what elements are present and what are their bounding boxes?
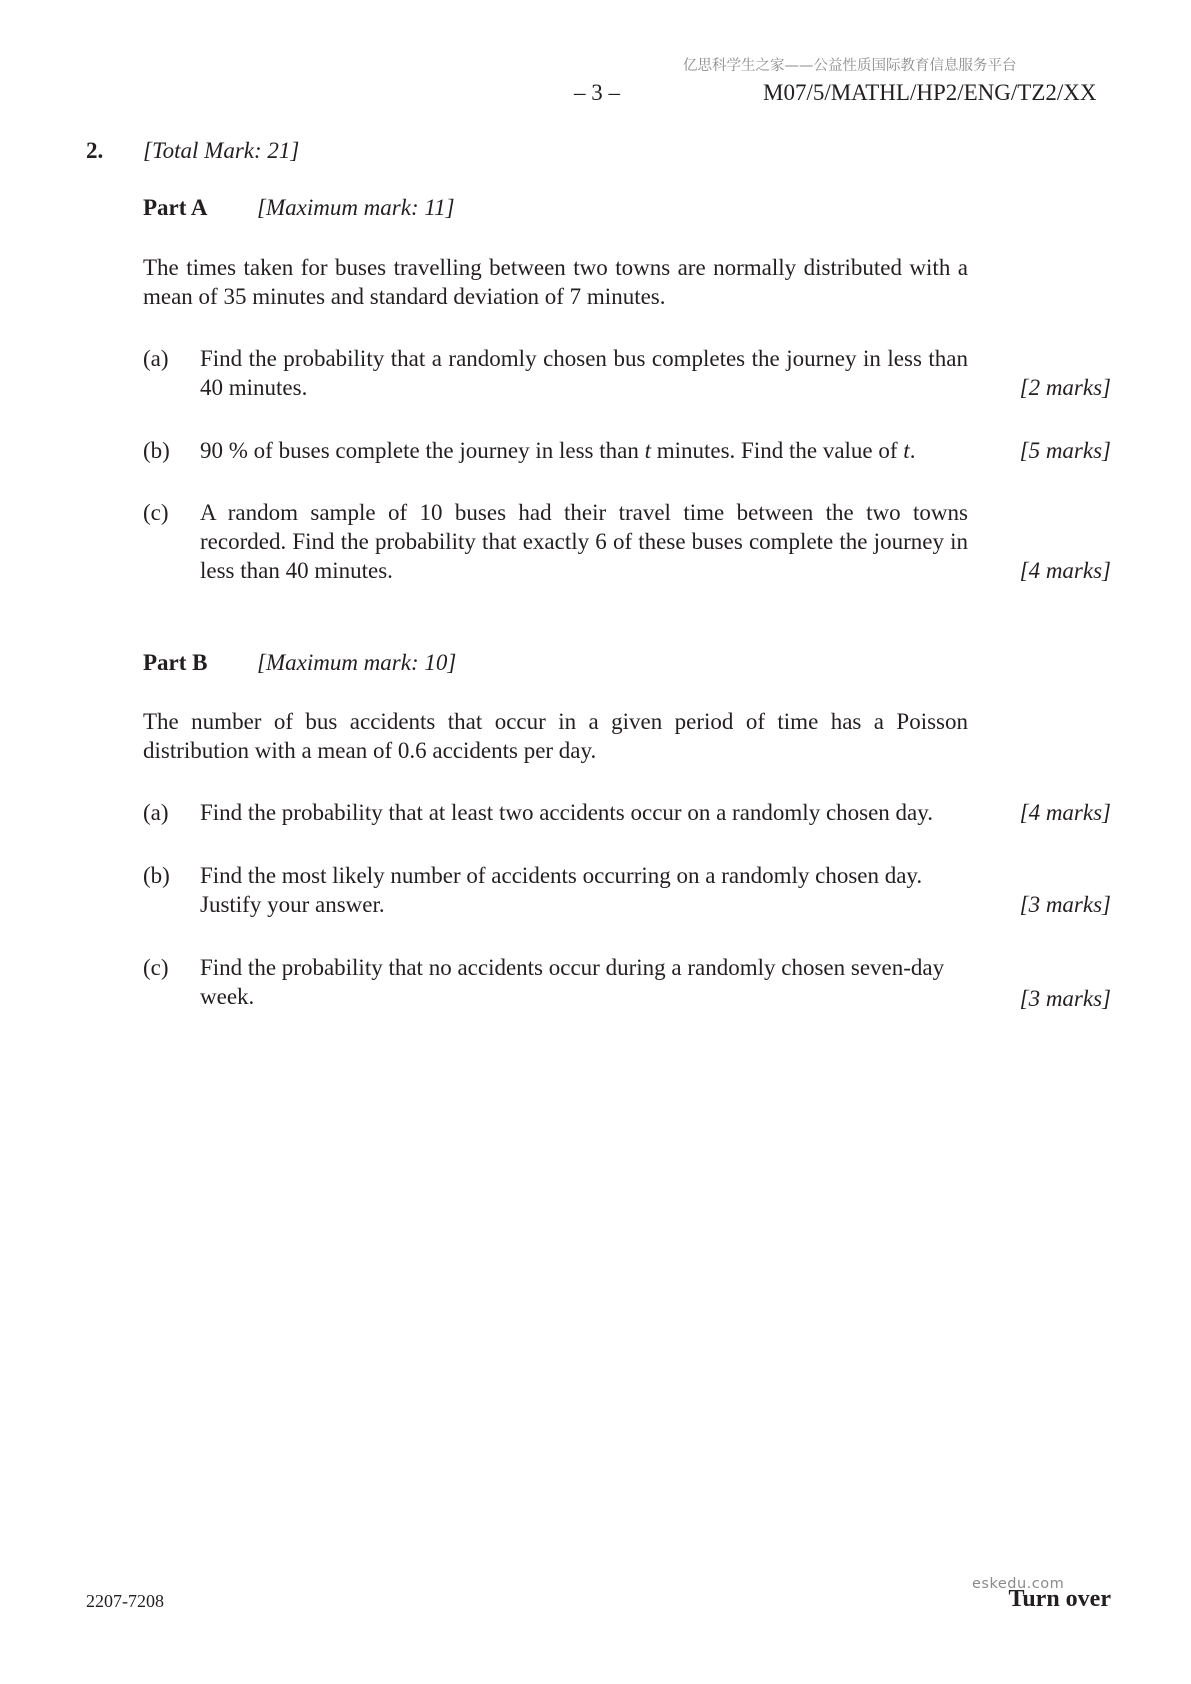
part-b-title: Part B [143, 650, 208, 675]
part-a-max-mark: [Maximum mark: 11] [257, 195, 455, 220]
part-b-item-a-marks: [4 marks] [1019, 800, 1111, 825]
part-b-item-b-marks: [3 marks] [1019, 892, 1111, 917]
part-b-item-c-marks: [3 marks] [1019, 986, 1111, 1011]
part-a-item-a-text: Find the probability that a randomly chosen bus completes the journey in less than 40 minutes. [200, 346, 968, 400]
part-a-item-b-marks: [5 marks] [1019, 438, 1111, 463]
part-b-item-c-text: Find the probability that no accidents occur during a randomly chosen seven-day week. [200, 955, 945, 1009]
part-a-item-a-marks: [2 marks] [1019, 375, 1111, 400]
part-b-intro: The number of bus accidents that occur in a given period of time has a Poisson distribution with a mean of 0.6 accidents per day. [143, 709, 968, 763]
variable-t: t [644, 438, 651, 463]
part-a-item-c-marks: [4 marks] [1019, 558, 1111, 583]
part-b-item-a-label: (a) [143, 800, 169, 825]
footer-code: 2207-7208 [86, 1591, 164, 1611]
exam-code: M07/5/MATHL/HP2/ENG/TZ2/XX [763, 80, 1097, 105]
header-watermark: 亿思科学生之家——公益性质国际教育信息服务平台 [683, 58, 1017, 74]
part-a-title: Part A [143, 195, 208, 220]
part-a-item-c-text: A random sample of 10 buses had their travel time between the two towns recorded. Find the probability that exactly 6 of these buses complete the journey in less than 40 minutes. [200, 500, 968, 583]
footer-watermark: eskedu.com [972, 1576, 1065, 1592]
part-a-item-c-label: (c) [143, 500, 169, 525]
variable-t: t [903, 438, 910, 463]
part-a-item-a-label: (a) [143, 346, 169, 371]
turn-over-label: Turn over [1008, 1586, 1111, 1612]
part-b-item-a-text: Find the probability that at least two accidents occur on a randomly chosen day. [200, 800, 934, 825]
part-b-item-b-label: (b) [143, 863, 170, 888]
question-total-mark: [Total Mark: 21] [143, 138, 300, 163]
question-number: 2. [86, 138, 104, 163]
part-b-max-mark: [Maximum mark: 10] [257, 650, 457, 675]
part-a-intro: The times taken for buses travelling between two towns are normally distributed with a mean of 35 minutes and standard deviation of 7 minutes. [143, 255, 968, 309]
part-a-item-b-text: 90 % of buses complete the journey in less than t minutes. Find the value of t. [200, 438, 916, 463]
part-b-item-c-label: (c) [143, 955, 169, 980]
part-b-item-b-text: Find the most likely number of accidents occurring on a randomly chosen day. Justify your answer. [200, 863, 923, 917]
page-number: – 3 – [574, 80, 620, 105]
part-a-item-b-label: (b) [143, 438, 170, 463]
